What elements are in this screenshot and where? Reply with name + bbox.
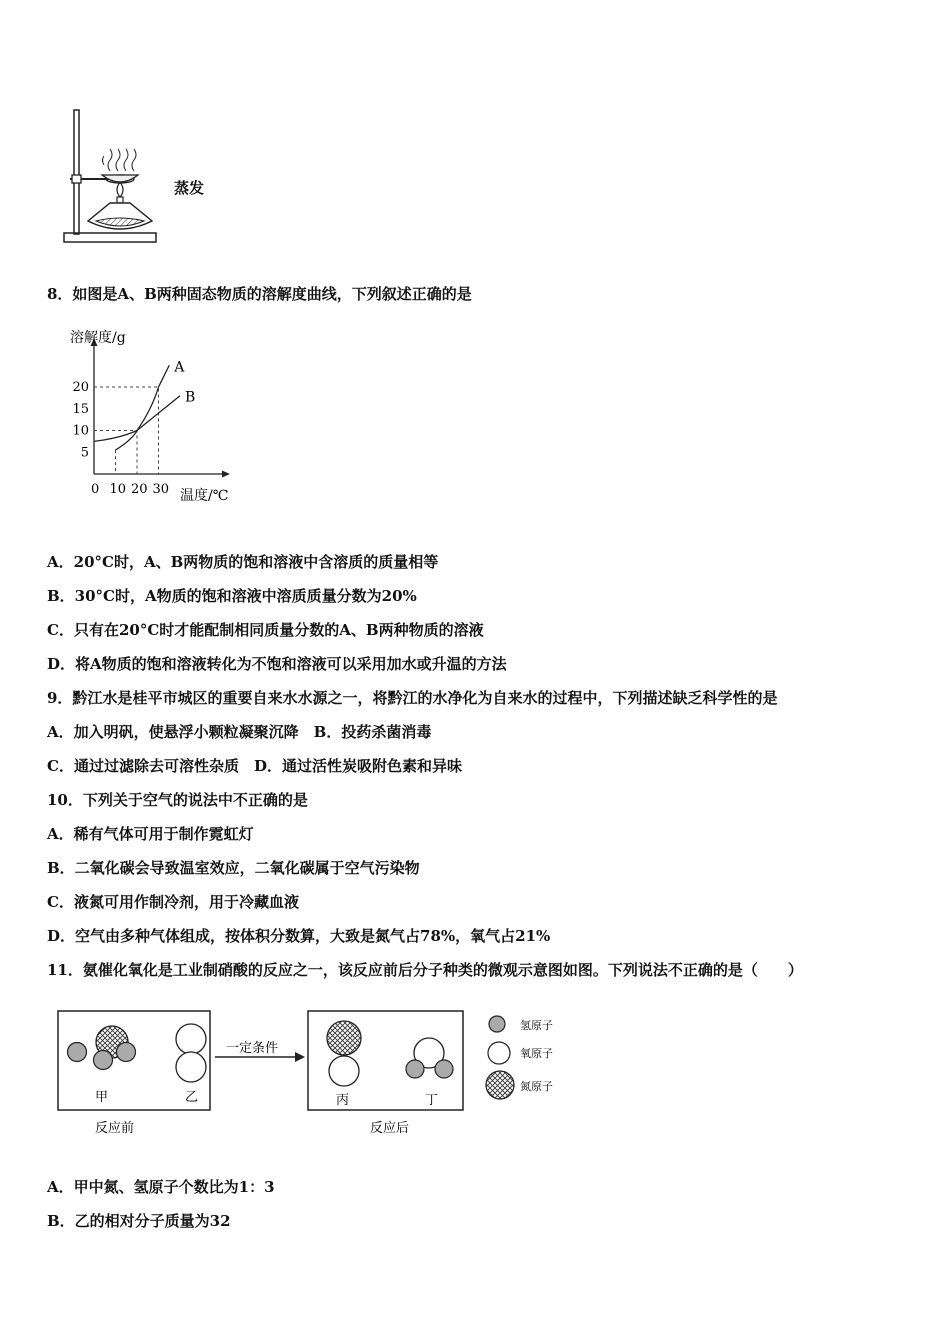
q10-option-c: C．液氮可用作制冷剂，用于冷藏血液 bbox=[47, 893, 299, 911]
nitrogen-atom bbox=[327, 1021, 361, 1055]
label-ding: 丁 bbox=[425, 1093, 439, 1108]
label-after: 反应后 bbox=[370, 1121, 410, 1136]
legend-hydrogen: 氢原子 bbox=[520, 1019, 553, 1032]
solubility-chart bbox=[62, 322, 252, 512]
x-tick-label: 20 bbox=[131, 482, 148, 497]
reaction-diagram bbox=[50, 1008, 590, 1143]
x-axis-arrow bbox=[222, 471, 230, 478]
q10-option-b: B．二氧化碳会导致温室效应，二氧化碳属于空气污染物 bbox=[47, 859, 420, 877]
hydrogen-atom bbox=[435, 1060, 453, 1078]
curve-b bbox=[94, 396, 180, 442]
evaporation-apparatus bbox=[60, 105, 170, 250]
legend-oxygen: 氧原子 bbox=[520, 1047, 553, 1060]
q8-option-b: B．30°C时，A物质的饱和溶液中溶质质量分数为20% bbox=[47, 587, 417, 605]
q8-stem: 8．如图是A、B两种固态物质的溶解度曲线，下列叙述正确的是 bbox=[47, 285, 472, 303]
x-tick-label: 0 bbox=[91, 482, 100, 497]
x-tick-label: 30 bbox=[152, 482, 170, 497]
oxygen-atom bbox=[176, 1024, 206, 1054]
hydrogen-atom bbox=[406, 1060, 424, 1078]
label-jia: 甲 bbox=[95, 1090, 109, 1105]
q9-option-ab: A．加入明矾，使悬浮小颗粒凝聚沉降 B．投药杀菌消毒 bbox=[47, 723, 432, 741]
oxygen-atom bbox=[176, 1052, 206, 1082]
q8-option-c: C．只有在20°C时才能配制相同质量分数的A、B两种物质的溶液 bbox=[47, 621, 484, 639]
y-tick-label: 10 bbox=[72, 423, 89, 439]
q11-stem: 11．氨催化氧化是工业制硝酸的反应之一，该反应前后分子种类的微观示意图如图。下列说法不正确的是（ ） bbox=[47, 961, 803, 979]
reaction-condition: 一定条件 bbox=[226, 1041, 279, 1056]
y-tick-label: 20 bbox=[72, 380, 89, 395]
x-tick-label: 10 bbox=[109, 482, 127, 497]
x-axis-label: 温度/℃ bbox=[180, 488, 229, 504]
hydrogen-atom bbox=[94, 1051, 113, 1070]
q8-option-d: D．将A物质的饱和溶液转化为不饱和溶液可以采用加水或升温的方法 bbox=[47, 655, 507, 673]
y-axis-label: 溶解度/g bbox=[70, 330, 126, 346]
q11-option-a: A．甲中氮、氢原子个数比为1：3 bbox=[47, 1178, 275, 1196]
legend-nitrogen: 氮原子 bbox=[520, 1080, 553, 1093]
q10-stem: 10．下列关于空气的说法中不正确的是 bbox=[47, 791, 308, 809]
oxygen-atom bbox=[329, 1056, 359, 1086]
label-bing: 丙 bbox=[336, 1093, 350, 1108]
q10-option-a: A．稀有气体可用于制作霓虹灯 bbox=[47, 825, 254, 843]
y-tick-label: 5 bbox=[80, 445, 89, 461]
hydrogen-atom bbox=[68, 1043, 87, 1062]
q9-stem: 9．黔江水是桂平市城区的重要自来水水源之一，将黔江的水净化为自来水的过程中，下列描述缺乏科学性的是 bbox=[47, 689, 778, 707]
y-tick-label: 15 bbox=[72, 401, 89, 417]
label-yi: 乙 bbox=[185, 1090, 199, 1105]
label-before: 反应前 bbox=[95, 1121, 135, 1136]
q10-option-d: D．空气由多种气体组成，按体积分数算，大致是氮气占78%，氧气占21% bbox=[47, 927, 551, 945]
legend-oxygen-icon bbox=[488, 1042, 510, 1064]
curve-a bbox=[116, 365, 170, 450]
legend-nitrogen-icon bbox=[486, 1071, 514, 1099]
curve-label-b: B bbox=[185, 389, 196, 406]
q11-option-b: B．乙的相对分子质量为32 bbox=[47, 1212, 231, 1230]
hydrogen-atom bbox=[117, 1043, 136, 1062]
curve-label-a: A bbox=[174, 359, 185, 376]
q8-option-a: A．20°C时，A、B两物质的饱和溶液中含溶质的质量相等 bbox=[47, 553, 439, 571]
evaporation-label: 蒸发 bbox=[174, 179, 205, 197]
q9-option-cd: C．通过过滤除去可溶性杂质 D．通过活性炭吸附色素和异味 bbox=[47, 757, 462, 775]
legend-hydrogen-icon bbox=[489, 1016, 505, 1032]
